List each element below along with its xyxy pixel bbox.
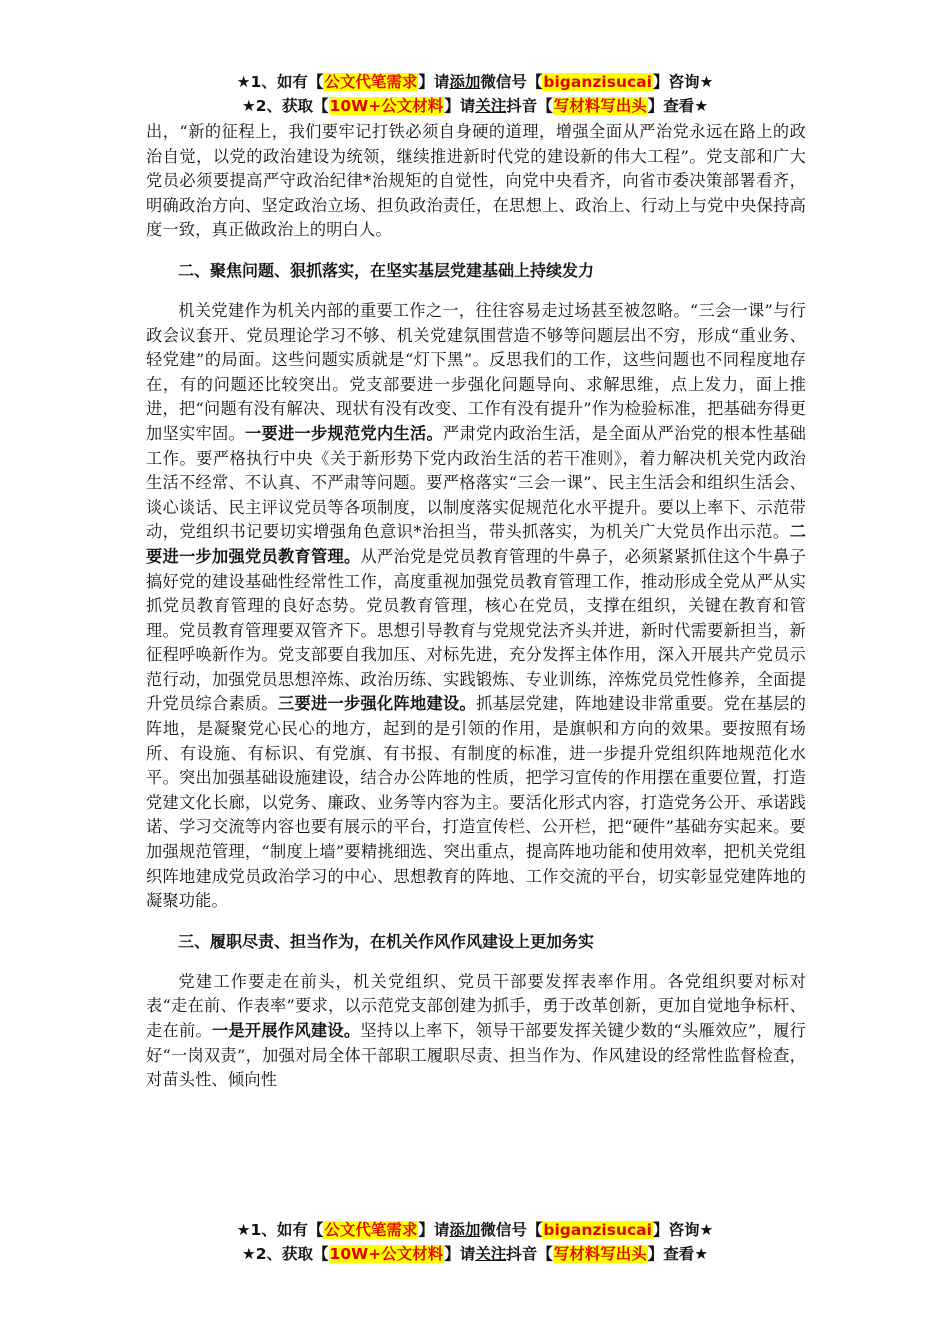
highlight-wechat-id: biganzisucai: [543, 1221, 652, 1239]
highlight-materials: 10W+公文材料: [329, 1245, 444, 1263]
promo-line-2-bottom: ★2、获取【10W+公文材料】请关注抖音【写材料写出头】查看★: [241, 1245, 709, 1263]
bold-point-4: 一是开展作风建设。: [211, 1021, 361, 1040]
paragraph-1: 出，“新的征程上，我们要牢记打铁必须自身硬的道理，增强全面从严治党永远在路上的政治自觉，以党的政治建设为统领，继续推进新时代党的建设新的伟大工程”。党支部和广大党员必须要提高严守政治纪律*治规矩的自觉性，向党中央看齐，向省市委决策部署看齐，明确政治方向、坚定政治立场、担负政治责任，在思想上、政治上、行动上与党中央保持高度一致，真正做政治上的明白人。: [146, 122, 806, 240]
promo-line-1-bottom: ★1、如有【公文代笔需求】请添加微信号【biganzisucai】咨询★: [236, 1221, 714, 1239]
highlight-douyin: 写材料写出头: [553, 1245, 647, 1263]
top-promo-banner: [0, 70, 950, 118]
promo-line-2: ★2、获取【10W+公文材料】请关注抖音【写材料写出头】查看★: [241, 97, 709, 115]
bold-point-1: 一要进一步规范党内生活。: [245, 423, 444, 443]
highlight-wechat-id: biganzisucai: [543, 73, 652, 91]
promo-line-1: ★1、如有【公文代笔需求】请添加微信号【biganzisucai】咨询★: [236, 73, 714, 91]
section-heading-3: 三、履职尽责、担当作为，在机关作风作风建设上更加务实: [178, 931, 595, 951]
paragraph-2: 机关党建作为机关内部的重要工作之一，往往容易走过场甚至被忽略。“三会一课”与行政会议套开、党员理论学习不够、机关党建氛围营造不够等问题层出不穷，形成“重业务、轻党建”的局面。这些问题实质就是“灯下黑”。反思我们的工作，这些问题也不同程度地存在，有的问题还比较突出。党支部要进一步强化问题导向、求解思维，点上发力，面上推进，把“问题有没有解决、现状有没有改变、工作有没有提升”作为检验标准，把基础夯得更加坚实牢固。一要进一步规范党内生活。严肃党内政治生活，是全面从严治党的根本性基础工作。要严格执行中央《关于新形势下党内政治生活的若干准则》，着力解决机关党内政治生活不经常、不认真、不严肃等问题。要严格落实“三会一课”、民主生活会和组织生活会、谈心谈话、民主评议党员等各项制度，以制度落实促规范化水平提升。要以上率下、示范带动，党组织书记要切实增强角色意识*治担当，带头抓落实，为机关广大党员作出示范。二要进一步加强党员教育管理。从严治党是党员教育管理的牛鼻子，必须紧紧抓住这个牛鼻子搞好党的建设基础性经常性工作，高度重视加强党员教育管理工作，推动形成全党从严从实抓党员教育管理的良好态势。党员教育管理，核心在党员，支撑在组织，关键在教育和管理。党员教育管理要双管齐下。思想引导教育与党规党法齐头并进，新时代需要新担当，新征程呼唤新作为。党支部要自我加压、对标先进，充分发挥主体作用，深入开展共产党员示范行动，加强党员思想淬炼、政治历练、实践锻炼、专业训练，淬炼党员党性修养，全面提升党员综合素质。三要进一步强化阵地建设。抓基层党建，阵地建设非常重要。党在基层的阵地，是凝聚党心民心的地方，起到的是引领的作用，是旗帜和方向的效果。要按照有场所、有设施、有标识、有党旗、有书报、有制度的标准，进一步提升党组织阵地规范化水平。突出加强基础设施建设，结合办公阵地的性质，把学习宣传的作用摆在重要位置，打造党建文化长廊，以党务、廉政、业务等内容为主。要活化形式内容，打造党务公开、承诺践诺、学习交流等内容也要有展示的平台，打造宣传栏、公开栏，把“硬件”基础夯实起来。要加强规范管理，“制度上墙”要精挑细选、突出重点，提高阵地功能和使用效率，把机关党组织阵地建成党员政治学习的中心、思想教育的阵地、工作交流的平台，切实彰显党建阵地的凝聚功能。: [146, 300, 806, 911]
highlight-service: 公文代笔需求: [324, 1221, 418, 1239]
paragraph-3: 党建工作要走在前头，机关党组织、党员干部要发挥表率作用。各党组织要对标对表“走在前、作表率”要求，以示范党支部创建为抓手，勇于改革创新，更加自觉地争标杆、走在前。一是开展作风建设。坚持以上率下，领导干部要发挥关键少数的“头雁效应”，履行好“一岗双责”，加强对局全体干部职工履职尽责、担当作为、作风建设的经常性监督检查，对苗头性、倾向性: [146, 971, 806, 1090]
highlight-douyin: 写材料写出头: [553, 97, 647, 115]
highlight-service: 公文代笔需求: [324, 73, 418, 91]
section-heading-2: 二、聚焦问题、狠抓落实，在坚实基层党建基础上持续发力: [178, 260, 595, 280]
bottom-promo-banner: [0, 1218, 950, 1266]
highlight-materials: 10W+公文材料: [329, 97, 444, 115]
bold-point-2: 二要进一步加强党员教育管理。: [146, 522, 806, 566]
bold-point-3: 三要进一步强化阵地建设。: [278, 694, 477, 714]
document-body: [146, 120, 806, 1093]
